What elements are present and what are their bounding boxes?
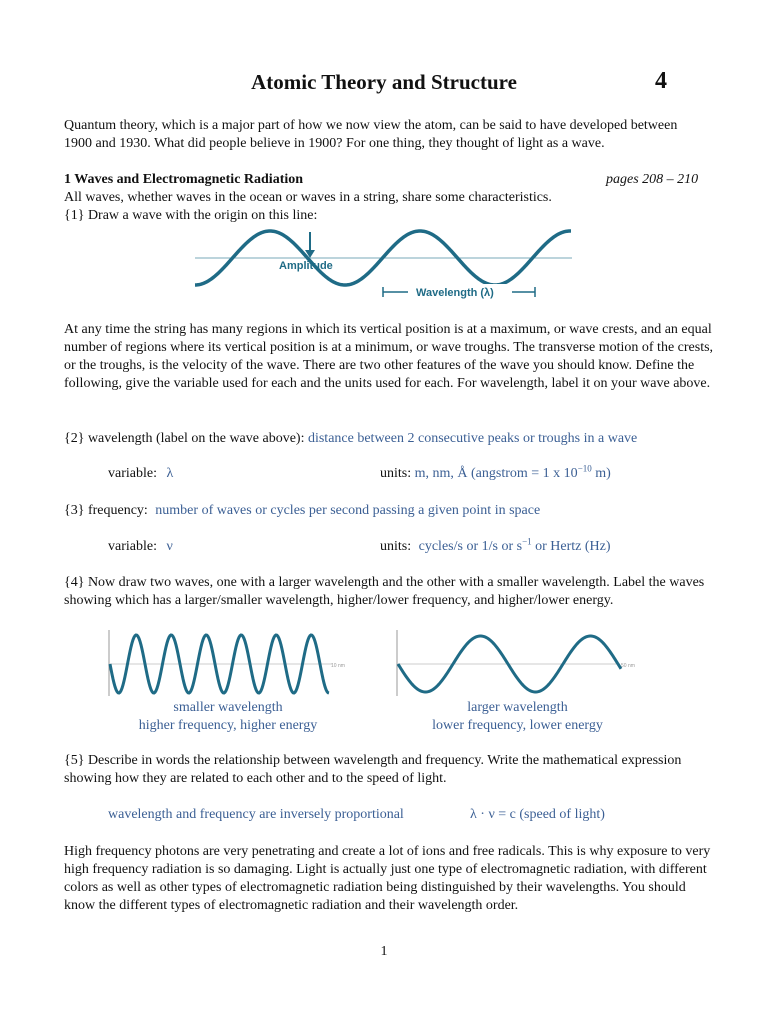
page-title: Atomic Theory and Structure	[251, 70, 517, 94]
long-wave-tick-label: 50 nm	[621, 663, 635, 669]
paragraph-wave-features: At any time the string has many regions in which its vertical position is at a maximum, or wave crests, and an equal number of regions where its vertical position is at a minimum, or wave troughs. The transverse motion of the crests, or the troughs, is the velocity of the wave. There are two other features of the wave you should know. Define the following, give the variable used for each and the units used for each. For wavelength, label it on your wave above.	[64, 322, 714, 391]
wave-diagram	[190, 222, 580, 307]
question-5-answer-formula: λ · ν = c (speed of light)	[470, 807, 605, 822]
question-5-prompt: {5} Describe in words the relationship between wavelength and frequency. Write the mathematical expression showing how they are related to each other and to the speed of light.	[64, 753, 682, 786]
frequency-units-label: units:	[380, 539, 412, 554]
wavelength-variable-label: variable:	[108, 466, 157, 481]
intro-paragraph: Quantum theory, which is a major part of how we now view the atom, can be said to have developed between 1900 and 1930. What did people believe in 1900? For one thing, they thought of light as a wave.	[64, 118, 678, 151]
wavelength-units-label: units:	[380, 466, 412, 481]
question-1: {1} Draw a wave with the origin on this line:	[64, 208, 318, 223]
section-heading: 1 Waves and Electromagnetic Radiation	[64, 172, 304, 187]
wavelength-units-tail: m)	[591, 466, 611, 481]
frequency-variable-value: ν	[166, 539, 173, 554]
question-3-prompt: {3} frequency:	[64, 503, 148, 518]
frequency-units-value: cycles/s or 1/s or s	[418, 539, 523, 554]
question-5-answer-relationship: wavelength and frequency are inversely proportional	[108, 807, 404, 822]
short-wave-caption-line1: smaller wavelength	[173, 700, 283, 715]
frequency-units-tail: or Hertz (Hz)	[531, 539, 611, 554]
frequency-units-exponent: −1	[522, 536, 532, 547]
short-wave-tick-label: 10 nm	[331, 663, 345, 669]
page-number: 1	[380, 944, 388, 959]
long-wave-caption-line1: larger wavelength	[467, 700, 568, 715]
long-wave-caption-line2: lower frequency, lower energy	[432, 718, 603, 733]
question-3-answer: number of waves or cycles per second passing a given point in space	[155, 503, 541, 518]
long-wavelength-wave	[395, 630, 665, 698]
wavelength-units-exponent: −10	[577, 463, 592, 474]
paragraph-em-radiation: High frequency photons are very penetrating and create a lot of ions and free radicals. This is why exposure to very high frequency radiation is so damaging. Light is actually just one type of electromagnetic radiation, with different colors as well as other types of electromagnetic radiation being distinguished by their wavelengths. You should know the different types of electromagnetic radiation and their wavelength order.	[64, 844, 711, 913]
wavelength-units-value: m, nm, Å (angstrom = 1 x 10	[414, 466, 578, 481]
section-intro-line: All waves, whether waves in the ocean or waves in a string, share some characteristics.	[64, 190, 552, 205]
short-wave-caption-line2: higher frequency, higher energy	[138, 718, 318, 733]
frequency-variable-label: variable:	[108, 539, 157, 554]
amplitude-label: Amplitude	[279, 260, 333, 272]
question-2-answer: distance between 2 consecutive peaks or troughs in a wave	[307, 431, 638, 446]
question-4-prompt: {4} Now draw two waves, one with a larger wavelength and the other with a smaller wavelength. Label the waves showing which has a larger/smaller wavelength, higher/lower frequency, and higher/lower energy.	[64, 575, 705, 608]
wavelength-variable-value: λ	[166, 466, 174, 481]
short-wavelength-wave	[107, 630, 352, 698]
wavelength-label: Wavelength (λ)	[416, 287, 494, 299]
question-2-prompt: {2} wavelength (label on the wave above):	[64, 431, 305, 446]
page-reference: pages 208 – 210	[606, 172, 699, 187]
chapter-number: 4	[655, 68, 667, 94]
